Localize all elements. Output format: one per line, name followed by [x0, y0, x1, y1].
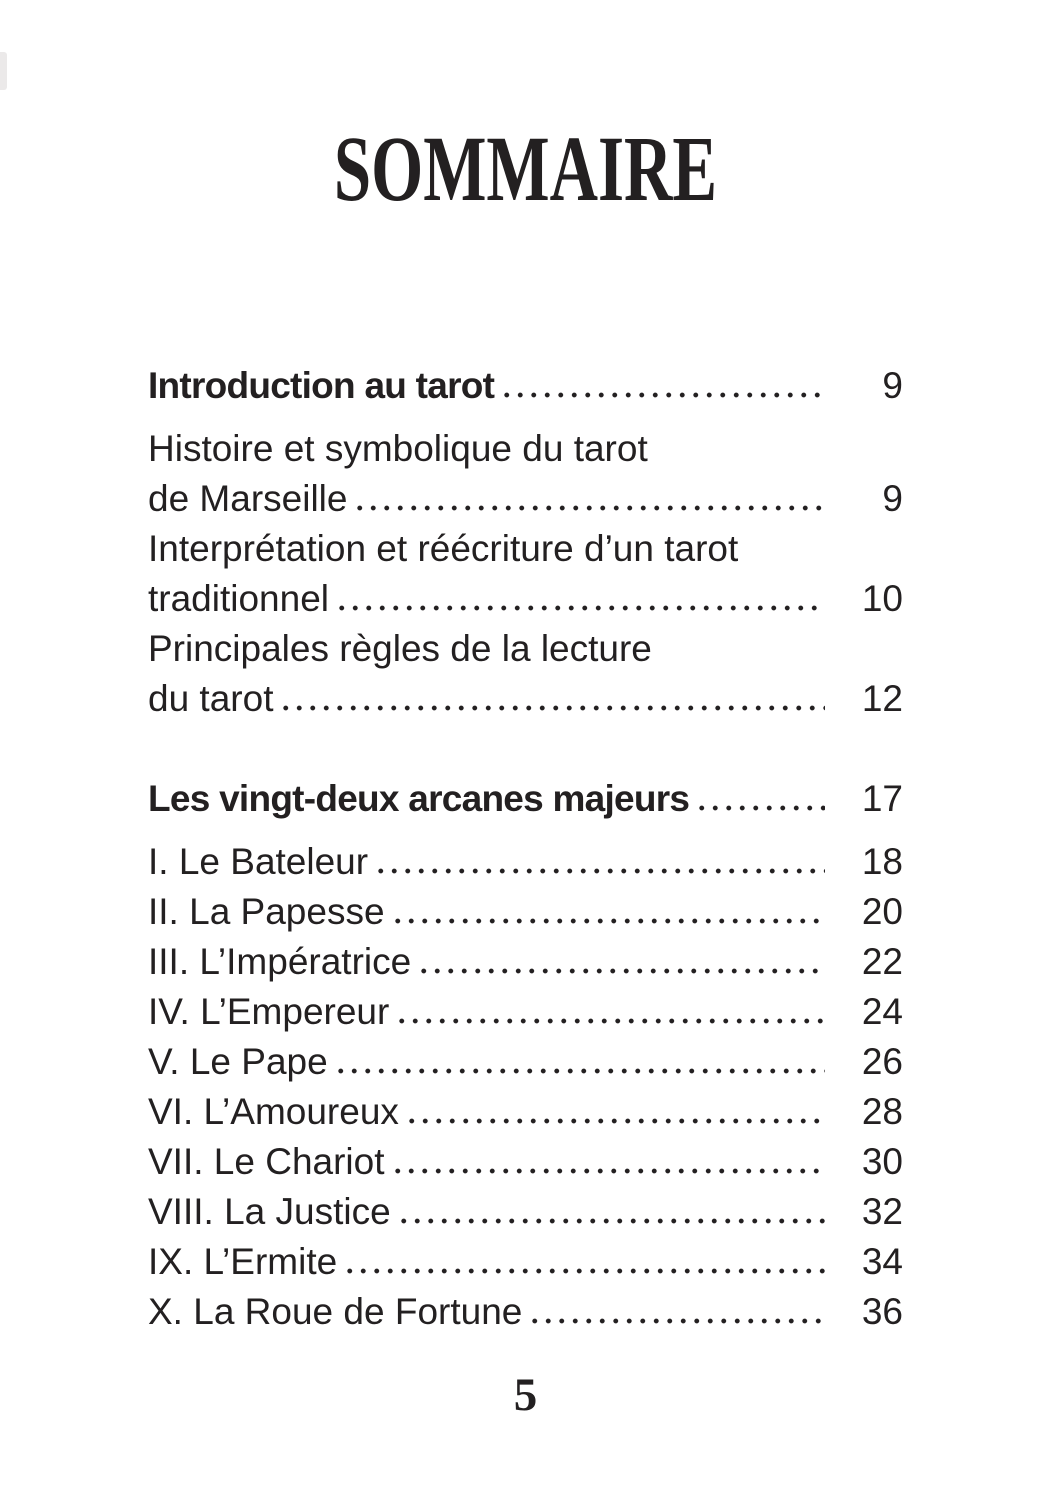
toc-page-number: 36 [861, 1291, 903, 1332]
toc-line [148, 887, 903, 937]
toc-page-number: 24 [861, 991, 903, 1032]
toc-page-number: 28 [861, 1091, 903, 1132]
toc-entry [148, 1287, 903, 1337]
toc-line [148, 1287, 903, 1337]
toc-entry [148, 987, 903, 1037]
toc-line [148, 674, 903, 724]
toc-entry-label: IV. L’Empereur [148, 991, 390, 1032]
toc-entry-label: VII. Le Chariot [148, 1141, 385, 1182]
toc-line [148, 1187, 903, 1237]
toc-entry [148, 837, 903, 887]
toc-page-number: 12 [861, 678, 903, 719]
toc-entry-label: V. Le Pape [148, 1041, 328, 1082]
dot-leader [397, 1218, 825, 1224]
toc-line [148, 837, 903, 887]
toc-entry-label: X. La Roue de Fortune [148, 1291, 523, 1332]
toc-line [148, 774, 903, 824]
dot-leader [528, 1318, 825, 1324]
dot-leader [500, 392, 825, 398]
dot-leader [343, 1268, 825, 1274]
dot-leader [391, 1168, 825, 1174]
toc-entry [148, 1037, 903, 1087]
toc-entry [148, 524, 903, 624]
toc-entry-label: Les vingt-deux arcanes majeurs [148, 778, 690, 819]
toc-entry [148, 937, 903, 987]
dot-leader [695, 805, 825, 811]
dot-leader [353, 505, 825, 511]
toc-entry-label: VIII. La Justice [148, 1191, 391, 1232]
toc-entry-label: I. Le Bateleur [148, 841, 369, 882]
toc-entry [148, 624, 903, 724]
toc-entry [148, 1087, 903, 1137]
toc-entry-label: de Marseille [148, 478, 348, 519]
toc-line [148, 1087, 903, 1137]
toc-line [148, 1237, 903, 1287]
toc-entry-label: Interprétation et réécriture d’un tarot [148, 528, 739, 569]
dot-leader [335, 605, 825, 611]
toc-line [148, 624, 903, 674]
dot-leader [374, 868, 825, 874]
toc-entry [148, 1187, 903, 1237]
toc-page-number: 17 [861, 778, 903, 819]
toc-page-number: 32 [861, 1191, 903, 1232]
toc-line [148, 474, 903, 524]
toc-entry-label: traditionnel [148, 578, 330, 619]
toc-entry [148, 887, 903, 937]
toc-page-number: 30 [861, 1141, 903, 1182]
toc-line [148, 937, 903, 987]
toc-entry-label: Introduction au tarot [148, 365, 495, 406]
toc-entry-label: VI. L’Amoureux [148, 1091, 399, 1132]
toc-entry [148, 424, 903, 524]
toc-page-number: 10 [861, 578, 903, 619]
dot-leader [279, 705, 825, 711]
toc-line [148, 1037, 903, 1087]
toc-entry [148, 1137, 903, 1187]
toc-entry-label: du tarot [148, 678, 274, 719]
toc-entry-label: II. La Papesse [148, 891, 385, 932]
toc-entry [148, 361, 903, 411]
scan-artifact [0, 52, 7, 90]
dot-leader [405, 1118, 825, 1124]
toc-page-number: 18 [861, 841, 903, 882]
toc-entry-label: III. L’Impératrice [148, 941, 412, 982]
toc-line [148, 574, 903, 624]
toc-page-number: 26 [861, 1041, 903, 1082]
dot-leader [334, 1068, 825, 1074]
footer-page-number: 5 [513, 1369, 538, 1421]
dot-leader [417, 968, 825, 974]
toc-line [148, 1137, 903, 1187]
toc-line [148, 361, 903, 411]
toc-entry-label: IX. L’Ermite [148, 1241, 338, 1282]
dot-leader [395, 1018, 825, 1024]
toc-page-number: 20 [861, 891, 903, 932]
toc-page-number: 34 [861, 1241, 903, 1282]
table-of-contents [148, 361, 903, 1337]
toc-line [148, 987, 903, 1037]
toc-entry-label: Principales règles de la lecture [148, 628, 652, 669]
toc-line [148, 424, 903, 474]
toc-entry [148, 1237, 903, 1287]
toc-page-number: 22 [861, 941, 903, 982]
page-title: SOMMAIRE [333, 118, 718, 221]
toc-line [148, 524, 903, 574]
toc-entry-label: Histoire et symbolique du tarot [148, 428, 648, 469]
toc-entry [148, 774, 903, 824]
toc-page-number: 9 [882, 365, 903, 406]
dot-leader [391, 918, 825, 924]
toc-page-number: 9 [882, 478, 903, 519]
